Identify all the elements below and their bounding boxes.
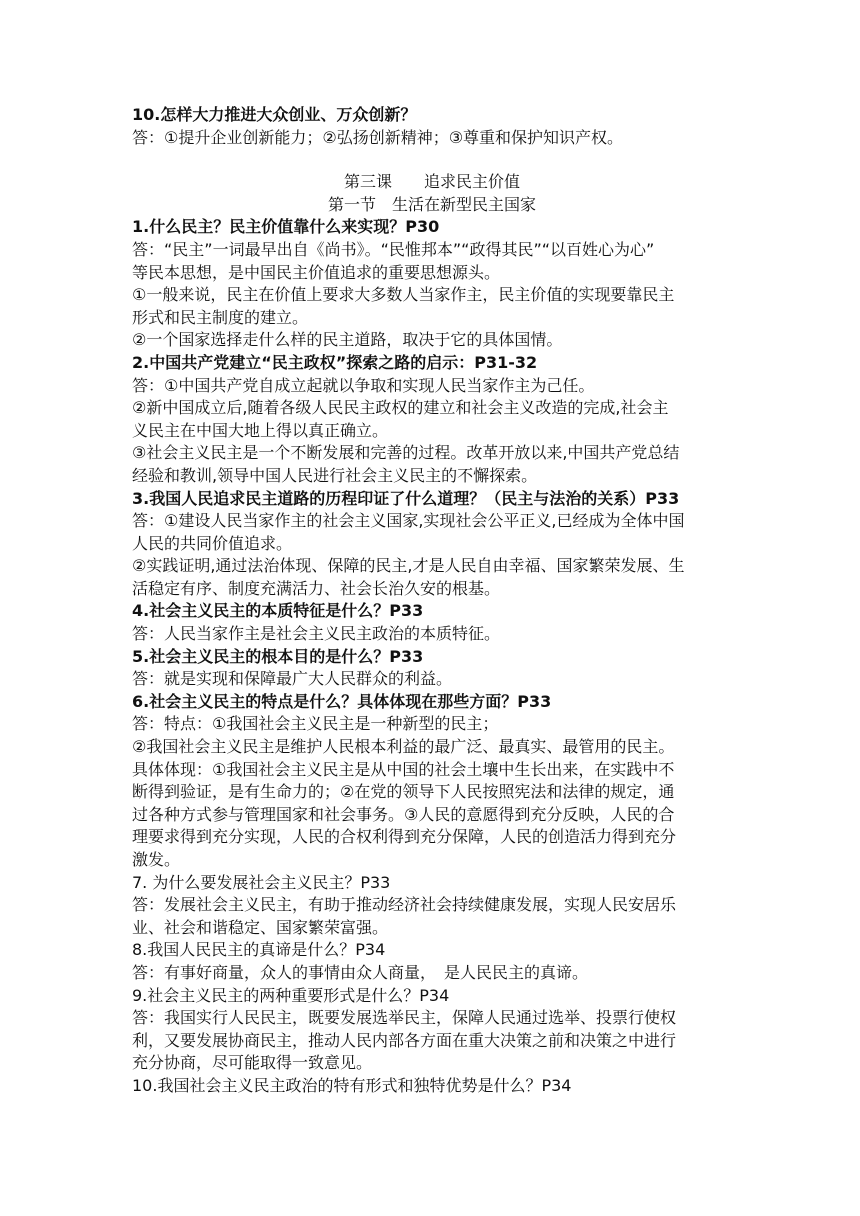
- answer-line: 义民主在中国大地上得以真正确立。: [132, 420, 389, 440]
- question-line: 10.怎样大力推进大众创业、万众创新？: [132, 105, 417, 124]
- answer-line: 具体体现：①我国社会主义民主是从中国的社会土壤中生长出来，在实践中不: [132, 759, 675, 779]
- question-line: 1.什么民主？民主价值靠什么来实现？P30: [132, 217, 440, 237]
- blank-line: [132, 149, 732, 171]
- answer-line: ②实践证明,通过法治体现、保障的民主,才是人民自由幸福、国家繁荣发展、生: [132, 556, 685, 576]
- answer-line: 断得到验证，是有生命力的；②在党的领导下人民按照宪法和法律的规定，通: [132, 782, 675, 802]
- answer-line: 答：①中国共产党自成立起就以争取和实现人民当家作主为己任。: [132, 375, 595, 395]
- answer-line: ②新中国成立后,随着各级人民民主政权的建立和社会主义改造的完成,社会主: [132, 398, 669, 418]
- answer-line: ①一般来说，民主在价值上要求大多数人当家作主，民主价值的实现要靠民主: [132, 285, 675, 305]
- answer-line: 答：特点：①我国社会主义民主是一种新型的民主；: [132, 714, 499, 734]
- answer-line: 答：我国实行人民民主，既要发展选举民主，保障人民通过选举、投票行使权: [132, 1008, 677, 1028]
- document-text: [132, 104, 732, 1098]
- answer-line: ②一个国家选择走什么样的民主道路，取决于它的具体国情。: [132, 330, 563, 350]
- question-line: 2.中国共产党建立“民主政权”探索之路的启示：P31-32: [132, 352, 538, 372]
- answer-line: ③社会主义民主是一个不断发展和完善的过程。改革开放以来,中国共产党总结: [132, 443, 680, 463]
- answer-line: 10.我国社会主义民主政治的特有形式和独特优势是什么？P34: [132, 1075, 572, 1095]
- answer-line: 答：人民当家作主是社会主义民主政治的本质特征。: [132, 624, 501, 644]
- question-line: 6.社会主义民主的特点是什么？具体体现在那些方面？P33: [132, 691, 552, 711]
- answer-line: 答：就是实现和保障最广大人民群众的利益。: [132, 669, 453, 689]
- question-line: 5.社会主义民主的根本目的是什么？P33: [132, 646, 424, 666]
- answer-line: 答：①建设人民当家作主的社会主义国家,实现社会公平正义,已经成为全体中国: [132, 511, 685, 531]
- answer-line: 答：发展社会主义民主，有助于推动经济社会持续健康发展，实现人民安居乐: [132, 895, 677, 915]
- answer-line: 过各种方式参与管理国家和社会事务。③人民的意愿得到充分反映，人民的合: [132, 804, 675, 824]
- answer-line: 答：①提升企业创新能力；②弘扬创新精神；③尊重和保护知识产权。: [132, 127, 624, 147]
- answer-line: 9.社会主义民主的两种重要形式是什么？P34: [132, 985, 450, 1005]
- answer-line: 利，又要发展协商民主，推动人民内部各方面在重大决策之前和决策之中进行: [132, 1030, 677, 1050]
- answer-line: 人民的共同价值追求。: [132, 533, 293, 553]
- answer-line: 经验和教训,领导中国人民进行社会主义民主的不懈探索。: [132, 465, 538, 485]
- answer-line: 形式和民主制度的建立。: [132, 307, 309, 327]
- answer-line: 等民本思想，是中国民主价值追求的重要思想源头。: [132, 262, 501, 282]
- answer-line: 7. 为什么要发展社会主义民主？P33: [132, 872, 391, 892]
- answer-line: ②我国社会主义民主是维护人民根本利益的最广泛、最真实、最管用的民主。: [132, 737, 675, 757]
- answer-line: 活稳定有序、制度充满活力、社会长治久安的根基。: [132, 578, 501, 598]
- answer-line: 8.我国人民民主的真谛是什么？P34: [132, 940, 386, 960]
- answer-line: 业、社会和谐稳定、国家繁荣富强。: [132, 917, 389, 937]
- answer-line: 激发。: [132, 850, 181, 869]
- question-line: 4.社会主义民主的本质特征是什么？P33: [132, 601, 424, 621]
- answer-line: 充分协商，尽可能取得一致意见。: [132, 1053, 373, 1073]
- question-line: 3.我国人民追求民主道路的历程印证了什么道理？（民主与法治的关系）P33: [132, 488, 680, 508]
- section-heading: 第一节 生活在新型民主国家: [327, 194, 536, 214]
- answer-line: 理要求得到充分实现，人民的合权利得到充分保障，人民的创造活力得到充分: [132, 827, 677, 847]
- answer-line: 答：有事好商量，众人的事情由众人商量， 是人民民主的真谛。: [132, 962, 589, 982]
- answer-line: 答：“民主”一词最早出自《尚书》。“民惟邦本”“政得其民”“以百姓心为心”: [132, 239, 655, 259]
- section-heading: 第三课 追求民主价值: [343, 172, 520, 192]
